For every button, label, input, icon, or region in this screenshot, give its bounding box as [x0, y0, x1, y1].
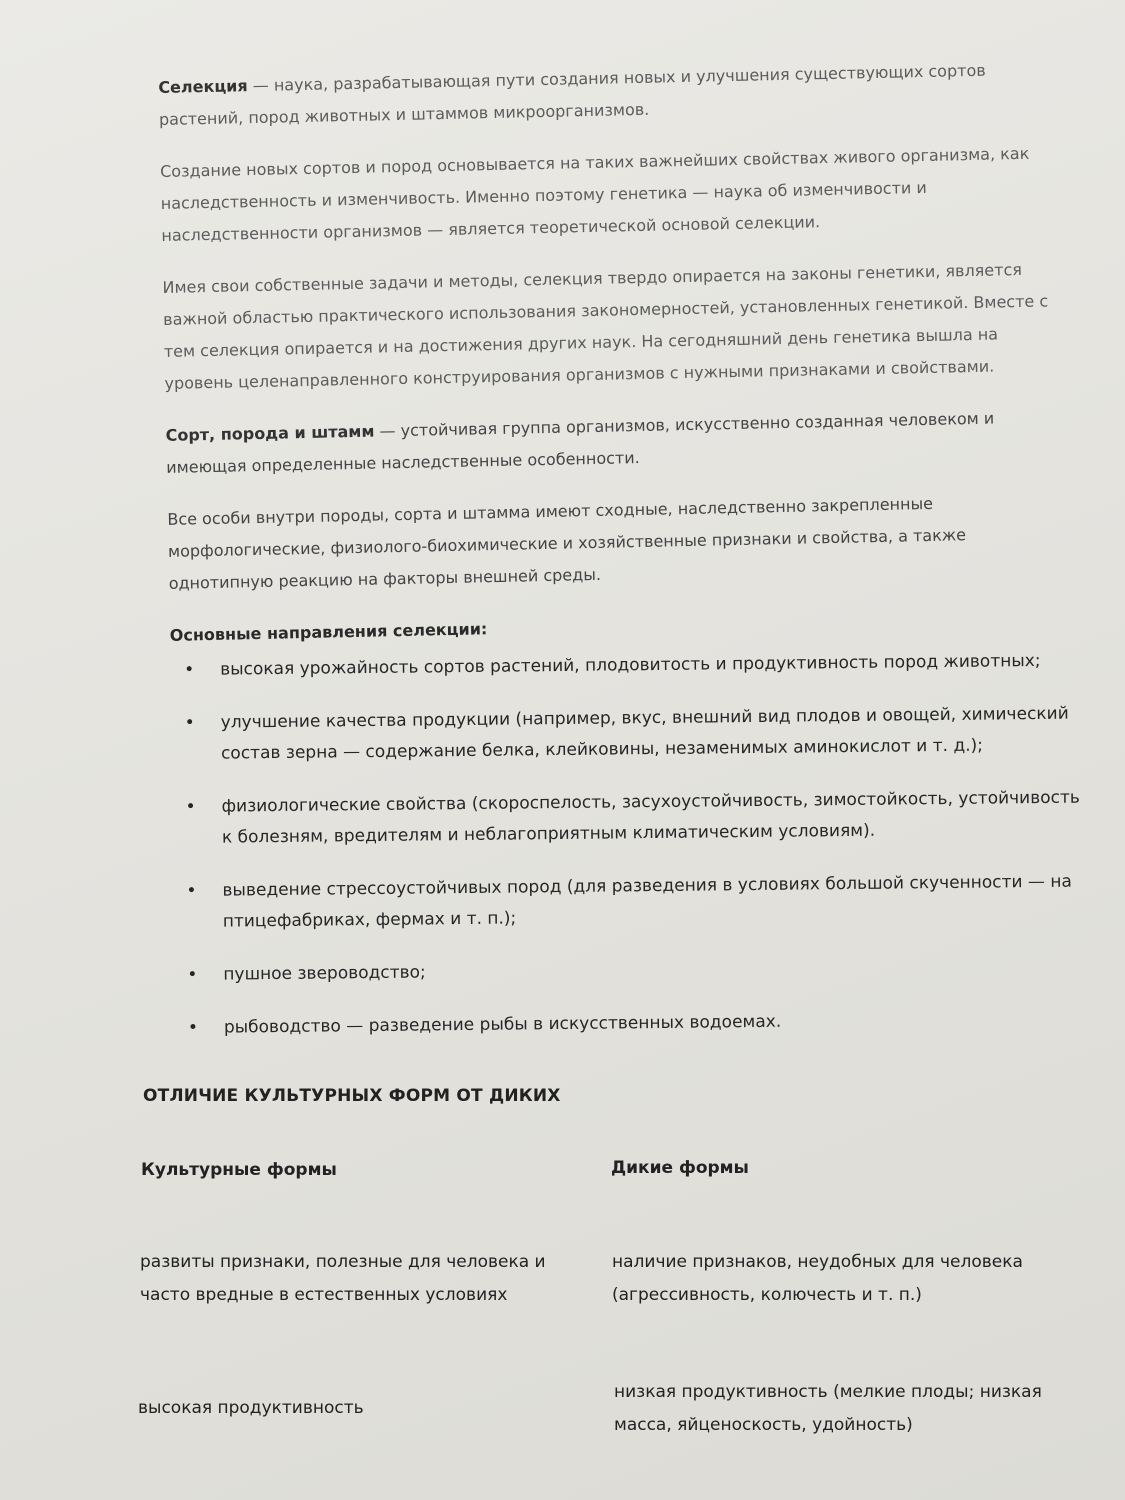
list-item: [181, 699, 1082, 770]
list-item: [184, 1004, 1084, 1044]
table-cell-cultured-1: развиты признаки, полезные для человека и часто вредные в естественных условиях: [140, 1252, 546, 1305]
table-cell-wild-1: наличие признаков, неудобных для человека (агрессивность, колючесть и т. п.): [612, 1252, 1023, 1305]
table-cell-wild-2: низкая продуктивность (мелкие плоды; низкая масса, яйценоскость, удойность): [614, 1382, 1042, 1435]
list-item-text: пушное звероводство;: [223, 962, 426, 985]
bullet-icon: •: [186, 880, 197, 901]
directions-list: [180, 646, 1084, 1066]
paragraph-selection-definition: [158, 53, 1059, 136]
paragraph-genetics-basis: [160, 137, 1062, 252]
bullet-icon: •: [187, 964, 198, 985]
paragraph-text: Имея свои собственные задачи и методы, селекция твердо опирается на законы генетики, является важной областью практического использования закономерностей, установленных генетикой. Вместе с тем селекция опирается и на достижения других наук. На сегодняшний день генетика вышла на уровень целенаправленного конструирования организмов с нужными признаками и свойствами.: [162, 259, 1049, 393]
list-item-text: высокая урожайность сортов растений, плодовитость и продуктивность пород животных;: [220, 650, 1041, 680]
list-item-text: выведение стрессоустойчивых пород (для разведения в условиях большой скученности — на птицефабриках, фермах и т. п.);: [222, 871, 1072, 932]
term-variety-breed-strain: Сорт, порода и штамм: [165, 421, 375, 445]
list-item: [181, 783, 1082, 854]
bullet-icon: •: [187, 1017, 199, 1038]
paragraph-text: Создание новых сортов и пород основывается на таких важнейших свойствах живого организма, как наследственность и изменчивость. Именно поэтому генетика — наука об изменчивости и наследственности организмов — является теоретической основой селекции.: [159, 143, 1030, 245]
column-header-wild: Дикие формы: [611, 1158, 749, 1178]
list-item-text: улучшение качества продукции (например, вкус, внешний вид плодов и овощей, химический состав зерна — содержание белка, клейковины, незаменимых аминокислот и т. д.);: [220, 703, 1069, 764]
table-cell-cultured-2: высокая продуктивность: [138, 1398, 364, 1418]
list-item: [183, 951, 1083, 991]
paragraph-text: — устойчивая группа организмов, искусственно созданная человеком и имеющая определенные наследственные особенности.: [166, 408, 995, 477]
list-item-text: рыбоводство — разведение рыбы в искусственных водоемах.: [223, 1011, 782, 1038]
column-header-cultured: Культурные формы: [141, 1160, 337, 1180]
paragraph-text: — наука, разрабатывающая пути создания новых и улучшения существующих сортов растений, пород животных и штаммов микроорганизмов.: [158, 60, 986, 129]
list-item: [182, 867, 1083, 938]
bullet-icon: •: [185, 796, 196, 817]
paragraph-variety-definition: [165, 401, 1066, 484]
intro-text: [158, 53, 1070, 664]
bullet-icon: •: [184, 659, 195, 680]
directions-heading: Основные направления селекции:: [169, 619, 488, 645]
list-item-text: физиологические свойства (скороспелость, засухоустойчивость, зимостойкость, устойчивость к болезням, вредителям и неблагоприятным климатическим условиям).: [221, 787, 1080, 848]
bullet-icon: •: [184, 712, 195, 733]
paragraph-individuals: [167, 485, 1069, 600]
term-selection: Селекция: [158, 76, 248, 97]
paragraph-selection-methods: [162, 253, 1064, 400]
comparison-title: ОТЛИЧИЕ КУЛЬТУРНЫХ ФОРМ ОТ ДИКИХ: [143, 1086, 561, 1106]
paragraph-text: Все особи внутри породы, сорта и штамма имеют сходные, наследственно закрепленные морфологические, физиолого-биохимические и хозяйственные признаки и свойства, а также однотипную реакцию на факторы внешней среды.: [167, 493, 967, 593]
